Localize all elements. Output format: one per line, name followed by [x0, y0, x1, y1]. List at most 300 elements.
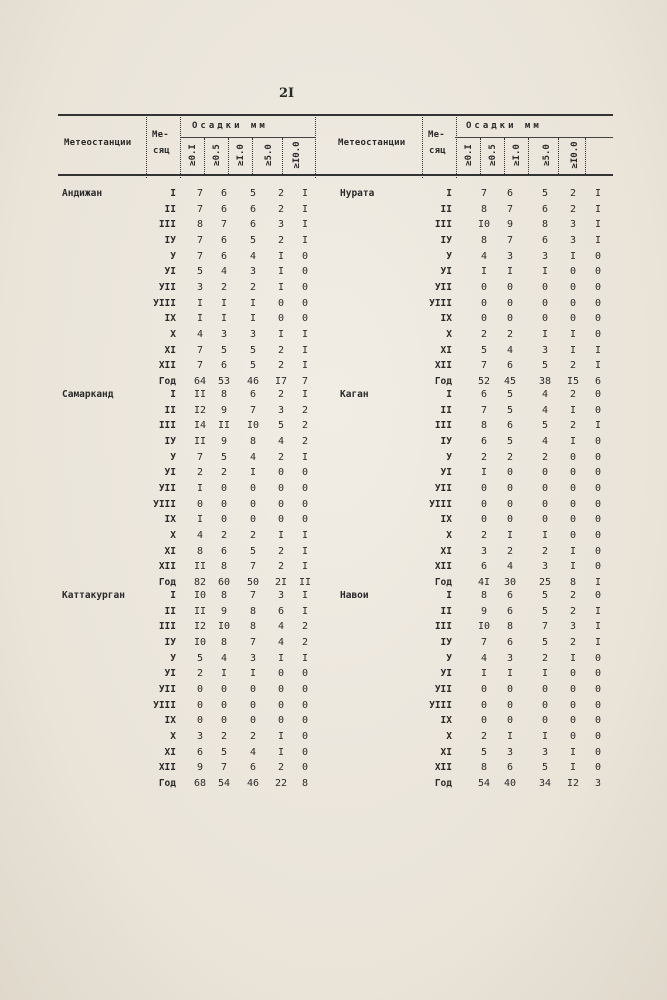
month-label: УI: [440, 668, 452, 680]
data-cell: 8: [480, 234, 488, 246]
month-label: У: [170, 451, 176, 463]
data-cell: 4: [220, 652, 228, 664]
data-cell: II: [193, 605, 207, 617]
data-cell: 3: [506, 250, 514, 262]
month-label: УII: [434, 281, 452, 293]
data-cell: I: [220, 668, 228, 680]
data-cell: 0: [541, 498, 549, 510]
data-cell: 0: [277, 699, 285, 711]
data-cell: I: [480, 668, 488, 680]
data-cell: 7: [196, 451, 204, 463]
month-label: УII: [158, 482, 176, 494]
data-cell: 6: [480, 435, 488, 447]
data-cell: I: [506, 668, 514, 680]
data-cell: 0: [277, 297, 285, 309]
data-cell: 2: [480, 328, 488, 340]
data-cell: 3: [594, 777, 602, 789]
month-label: IУ: [440, 234, 452, 246]
data-cell: 0: [569, 730, 577, 742]
threshold-header-left: ≥0.5: [212, 144, 222, 166]
data-cell: 5: [220, 344, 228, 356]
data-cell: 0: [301, 297, 309, 309]
data-cell: I: [277, 730, 285, 742]
data-cell: I: [277, 281, 285, 293]
data-cell: 9: [220, 605, 228, 617]
data-cell: 0: [506, 482, 514, 494]
month-label: I: [170, 389, 176, 400]
data-cell: 5: [506, 404, 514, 416]
data-cell: 2: [277, 545, 285, 557]
data-cell: I: [301, 234, 309, 246]
data-cell: 3: [249, 266, 257, 278]
month-label: У: [446, 451, 452, 463]
data-cell: 4: [277, 621, 285, 633]
threshold-header-left: ≥I.0: [236, 144, 246, 166]
data-cell: 0: [277, 514, 285, 526]
month-label: УI: [440, 266, 452, 278]
data-cell: 0: [541, 715, 549, 727]
data-cell: I: [506, 266, 514, 278]
data-cell: I: [196, 297, 204, 309]
data-cell: 0: [301, 668, 309, 680]
column-separator: [504, 138, 505, 176]
station-name: Каган: [340, 389, 369, 400]
data-cell: 6: [541, 203, 549, 215]
data-cell: 9: [220, 435, 228, 447]
month-label: Год: [434, 777, 452, 789]
data-cell: I0: [477, 621, 491, 633]
header-mid-rule-right: [455, 137, 613, 138]
month-label: II: [440, 203, 452, 215]
data-cell: 5: [196, 652, 204, 664]
data-cell: 60: [217, 576, 231, 588]
data-cell: 5: [506, 435, 514, 447]
month-label: УI: [164, 668, 176, 680]
month-label: XI: [164, 344, 176, 356]
data-cell: 6: [277, 605, 285, 617]
month-label: III: [434, 621, 452, 633]
data-cell: I: [301, 219, 309, 231]
data-cell: 2: [569, 590, 577, 601]
month-label: X: [446, 328, 452, 340]
data-cell: 6: [196, 746, 204, 758]
data-cell: II: [193, 561, 207, 573]
data-cell: 0: [594, 435, 602, 447]
data-cell: I: [249, 467, 257, 479]
data-cell: 3: [196, 281, 204, 293]
month-label: Год: [158, 375, 176, 387]
data-cell: 6: [249, 203, 257, 215]
month-label: IX: [440, 313, 452, 325]
data-cell: I: [594, 576, 602, 588]
data-cell: 8: [480, 203, 488, 215]
data-cell: I: [301, 344, 309, 356]
data-cell: 5: [541, 762, 549, 774]
data-cell: 7: [480, 636, 488, 648]
data-cell: 64: [193, 375, 207, 387]
data-cell: 4: [541, 404, 549, 416]
header-month-right-1: Ме-: [428, 130, 445, 140]
column-separator: [252, 138, 253, 176]
data-cell: 0: [569, 451, 577, 463]
data-cell: I: [480, 266, 488, 278]
data-cell: 8: [249, 621, 257, 633]
data-cell: 8: [196, 545, 204, 557]
data-cell: 5: [220, 746, 228, 758]
data-cell: 6: [220, 203, 228, 215]
data-cell: 0: [220, 482, 228, 494]
data-cell: I: [249, 668, 257, 680]
data-cell: 8: [569, 576, 577, 588]
data-cell: 2: [541, 451, 549, 463]
column-separator: [315, 114, 316, 178]
data-cell: 0: [301, 699, 309, 711]
data-cell: 6: [506, 360, 514, 372]
data-cell: 5: [541, 188, 549, 199]
data-cell: 7: [506, 234, 514, 246]
data-cell: I: [277, 529, 285, 541]
data-cell: 6: [506, 590, 514, 601]
month-label: XI: [440, 545, 452, 557]
data-cell: 34: [538, 777, 552, 789]
data-cell: 7: [249, 636, 257, 648]
data-cell: I5: [566, 375, 580, 387]
data-cell: I0: [217, 621, 231, 633]
data-cell: I4: [193, 420, 207, 432]
data-cell: 4I: [477, 576, 491, 588]
data-cell: 4: [196, 529, 204, 541]
data-cell: 0: [301, 498, 309, 510]
data-cell: 2: [569, 203, 577, 215]
data-cell: 0: [506, 498, 514, 510]
column-separator: [146, 114, 147, 178]
data-cell: 7: [196, 188, 204, 199]
data-cell: I: [277, 328, 285, 340]
data-cell: I: [277, 746, 285, 758]
data-cell: 5: [506, 389, 514, 400]
data-cell: 3: [569, 219, 577, 231]
data-cell: 9: [220, 404, 228, 416]
data-cell: 6: [220, 250, 228, 262]
data-cell: I: [594, 234, 602, 246]
data-cell: 0: [569, 668, 577, 680]
month-label: УII: [158, 683, 176, 695]
column-separator: [422, 114, 423, 178]
data-cell: 2: [541, 545, 549, 557]
data-cell: 7: [196, 234, 204, 246]
data-cell: 4: [220, 266, 228, 278]
threshold-header-right: ≥0.I: [464, 144, 474, 166]
data-cell: 0: [569, 699, 577, 711]
data-cell: 3: [277, 219, 285, 231]
month-label: II: [164, 605, 176, 617]
data-cell: 0: [594, 297, 602, 309]
data-cell: 9: [480, 605, 488, 617]
data-cell: 45: [503, 375, 517, 387]
data-cell: 0: [594, 281, 602, 293]
data-cell: I: [301, 389, 309, 400]
data-cell: I: [541, 529, 549, 541]
data-cell: 6: [506, 605, 514, 617]
data-cell: 0: [301, 683, 309, 695]
data-cell: 6: [506, 636, 514, 648]
data-cell: 0: [480, 498, 488, 510]
data-cell: I: [594, 344, 602, 356]
data-cell: 0: [480, 514, 488, 526]
month-label: X: [446, 529, 452, 541]
data-cell: 3: [541, 561, 549, 573]
data-cell: I: [569, 344, 577, 356]
data-cell: 0: [594, 730, 602, 742]
data-cell: 7: [196, 344, 204, 356]
data-cell: 0: [569, 281, 577, 293]
month-label: Год: [158, 777, 176, 789]
data-cell: 0: [480, 313, 488, 325]
data-cell: 0: [506, 313, 514, 325]
data-cell: 0: [594, 590, 602, 601]
data-cell: I: [220, 313, 228, 325]
data-cell: 7: [480, 188, 488, 199]
header-station-left: Метеостанции: [64, 138, 132, 148]
data-cell: 5: [249, 344, 257, 356]
data-cell: 0: [196, 715, 204, 727]
data-cell: 46: [246, 375, 260, 387]
data-cell: I7: [274, 375, 288, 387]
data-cell: 2: [569, 360, 577, 372]
month-label: Год: [434, 375, 452, 387]
data-cell: 2: [277, 762, 285, 774]
data-cell: I: [569, 561, 577, 573]
data-cell: 0: [277, 498, 285, 510]
data-cell: 6: [220, 188, 228, 199]
data-cell: 3: [569, 621, 577, 633]
data-cell: I: [301, 652, 309, 664]
data-cell: 0: [541, 297, 549, 309]
header-precip-left: Осадки мм: [192, 121, 268, 131]
month-label: УI: [164, 467, 176, 479]
month-label: XI: [440, 746, 452, 758]
data-cell: 0: [594, 746, 602, 758]
month-label: IX: [164, 715, 176, 727]
month-label: IУ: [440, 435, 452, 447]
data-cell: 0: [594, 404, 602, 416]
data-cell: 3: [541, 746, 549, 758]
month-label: III: [434, 420, 452, 432]
data-cell: 0: [506, 715, 514, 727]
data-cell: 0: [594, 715, 602, 727]
data-cell: 8: [506, 621, 514, 633]
data-cell: I: [249, 297, 257, 309]
data-cell: 0: [594, 498, 602, 510]
data-cell: 3: [480, 545, 488, 557]
data-cell: 0: [594, 266, 602, 278]
data-cell: 2: [301, 435, 309, 447]
data-cell: I: [541, 328, 549, 340]
data-cell: 0: [301, 715, 309, 727]
column-separator: [180, 114, 181, 178]
month-label: У: [446, 250, 452, 262]
data-cell: 2: [480, 730, 488, 742]
month-label: X: [170, 328, 176, 340]
data-cell: 7: [196, 250, 204, 262]
column-separator: [228, 138, 229, 176]
data-cell: 0: [541, 313, 549, 325]
data-cell: 4: [506, 344, 514, 356]
data-cell: 7: [301, 375, 309, 387]
data-cell: 0: [196, 683, 204, 695]
data-cell: 2: [249, 529, 257, 541]
header-top-rule: [58, 114, 613, 116]
data-cell: 2: [277, 389, 285, 400]
data-cell: 0: [301, 467, 309, 479]
data-cell: 0: [594, 389, 602, 400]
data-cell: 6: [249, 389, 257, 400]
data-cell: 5: [480, 344, 488, 356]
data-cell: I: [506, 529, 514, 541]
data-cell: 3: [220, 328, 228, 340]
month-label: I: [170, 188, 176, 199]
data-cell: 25: [538, 576, 552, 588]
data-cell: 30: [503, 576, 517, 588]
data-cell: I0: [193, 590, 207, 601]
column-separator: [480, 138, 481, 176]
data-cell: I: [301, 203, 309, 215]
data-cell: 7: [541, 621, 549, 633]
data-cell: 0: [480, 683, 488, 695]
data-cell: 7: [196, 203, 204, 215]
data-cell: I: [594, 605, 602, 617]
month-label: III: [158, 621, 176, 633]
data-cell: I0: [193, 636, 207, 648]
data-cell: I: [301, 188, 309, 199]
data-cell: I: [196, 482, 204, 494]
data-cell: 0: [541, 467, 549, 479]
column-separator: [585, 138, 586, 176]
data-cell: 6: [220, 545, 228, 557]
data-cell: 0: [277, 668, 285, 680]
data-cell: 0: [301, 281, 309, 293]
data-cell: 5: [220, 451, 228, 463]
data-cell: 0: [249, 498, 257, 510]
data-cell: 2: [569, 605, 577, 617]
month-label: У: [170, 250, 176, 262]
data-cell: 54: [217, 777, 231, 789]
data-cell: 4: [249, 746, 257, 758]
data-cell: 0: [277, 313, 285, 325]
month-label: УI: [164, 266, 176, 278]
data-cell: 4: [277, 636, 285, 648]
data-cell: 0: [569, 498, 577, 510]
month-label: XII: [434, 762, 452, 774]
data-cell: 0: [594, 467, 602, 479]
month-label: IУ: [164, 435, 176, 447]
data-cell: 4: [541, 389, 549, 400]
data-cell: I: [196, 313, 204, 325]
data-cell: I: [301, 545, 309, 557]
data-cell: 0: [277, 715, 285, 727]
data-cell: 7: [506, 203, 514, 215]
data-cell: 0: [249, 514, 257, 526]
data-cell: 0: [480, 482, 488, 494]
data-cell: 8: [480, 762, 488, 774]
data-cell: 2: [506, 328, 514, 340]
data-cell: 8: [249, 605, 257, 617]
data-cell: 2: [301, 420, 309, 432]
data-cell: 8: [480, 420, 488, 432]
month-label: УI: [440, 467, 452, 479]
data-cell: 7: [480, 404, 488, 416]
data-cell: 8: [220, 636, 228, 648]
month-label: X: [170, 529, 176, 541]
month-label: XII: [158, 762, 176, 774]
header-month-left-2: сяц: [153, 146, 170, 156]
data-cell: 2: [301, 621, 309, 633]
data-cell: 6: [506, 762, 514, 774]
data-cell: 4: [249, 451, 257, 463]
threshold-header-left: ≥0.I: [188, 144, 198, 166]
data-cell: 46: [246, 777, 260, 789]
data-cell: 0: [480, 699, 488, 711]
data-cell: 0: [594, 250, 602, 262]
page-number: 2I: [279, 86, 295, 101]
month-label: IX: [440, 514, 452, 526]
data-cell: 0: [541, 482, 549, 494]
data-cell: 0: [569, 467, 577, 479]
data-cell: 6: [594, 375, 602, 387]
data-cell: I: [480, 467, 488, 479]
data-cell: 2: [277, 344, 285, 356]
data-cell: 0: [594, 545, 602, 557]
data-cell: 0: [569, 683, 577, 695]
data-cell: 2: [196, 467, 204, 479]
data-cell: 38: [538, 375, 552, 387]
data-cell: 0: [594, 482, 602, 494]
data-cell: 2: [506, 451, 514, 463]
data-cell: 2: [301, 636, 309, 648]
month-label: X: [446, 730, 452, 742]
data-cell: I: [220, 297, 228, 309]
data-cell: 2: [480, 451, 488, 463]
data-cell: 0: [594, 652, 602, 664]
header-precip-right: Осадки мм: [466, 121, 542, 131]
station-name: Нурата: [340, 188, 375, 199]
data-cell: 0: [594, 529, 602, 541]
threshold-header-right: ≥0.5: [488, 144, 498, 166]
data-cell: 0: [541, 514, 549, 526]
data-cell: 8: [249, 435, 257, 447]
data-cell: 4: [480, 250, 488, 262]
data-cell: 54: [477, 777, 491, 789]
data-cell: 2: [249, 730, 257, 742]
month-label: УIII: [153, 498, 176, 510]
data-cell: II: [193, 435, 207, 447]
data-cell: 4: [277, 435, 285, 447]
data-cell: 4: [249, 250, 257, 262]
data-cell: 7: [480, 360, 488, 372]
month-label: II: [440, 404, 452, 416]
data-cell: 5: [541, 590, 549, 601]
data-cell: 0: [506, 281, 514, 293]
data-cell: 2: [301, 404, 309, 416]
data-cell: I: [569, 250, 577, 262]
month-label: XI: [164, 746, 176, 758]
month-label: УIII: [429, 297, 452, 309]
data-cell: II: [217, 420, 231, 432]
data-cell: 0: [301, 313, 309, 325]
data-cell: I2: [193, 404, 207, 416]
data-cell: 3: [196, 730, 204, 742]
data-cell: 8: [220, 389, 228, 400]
